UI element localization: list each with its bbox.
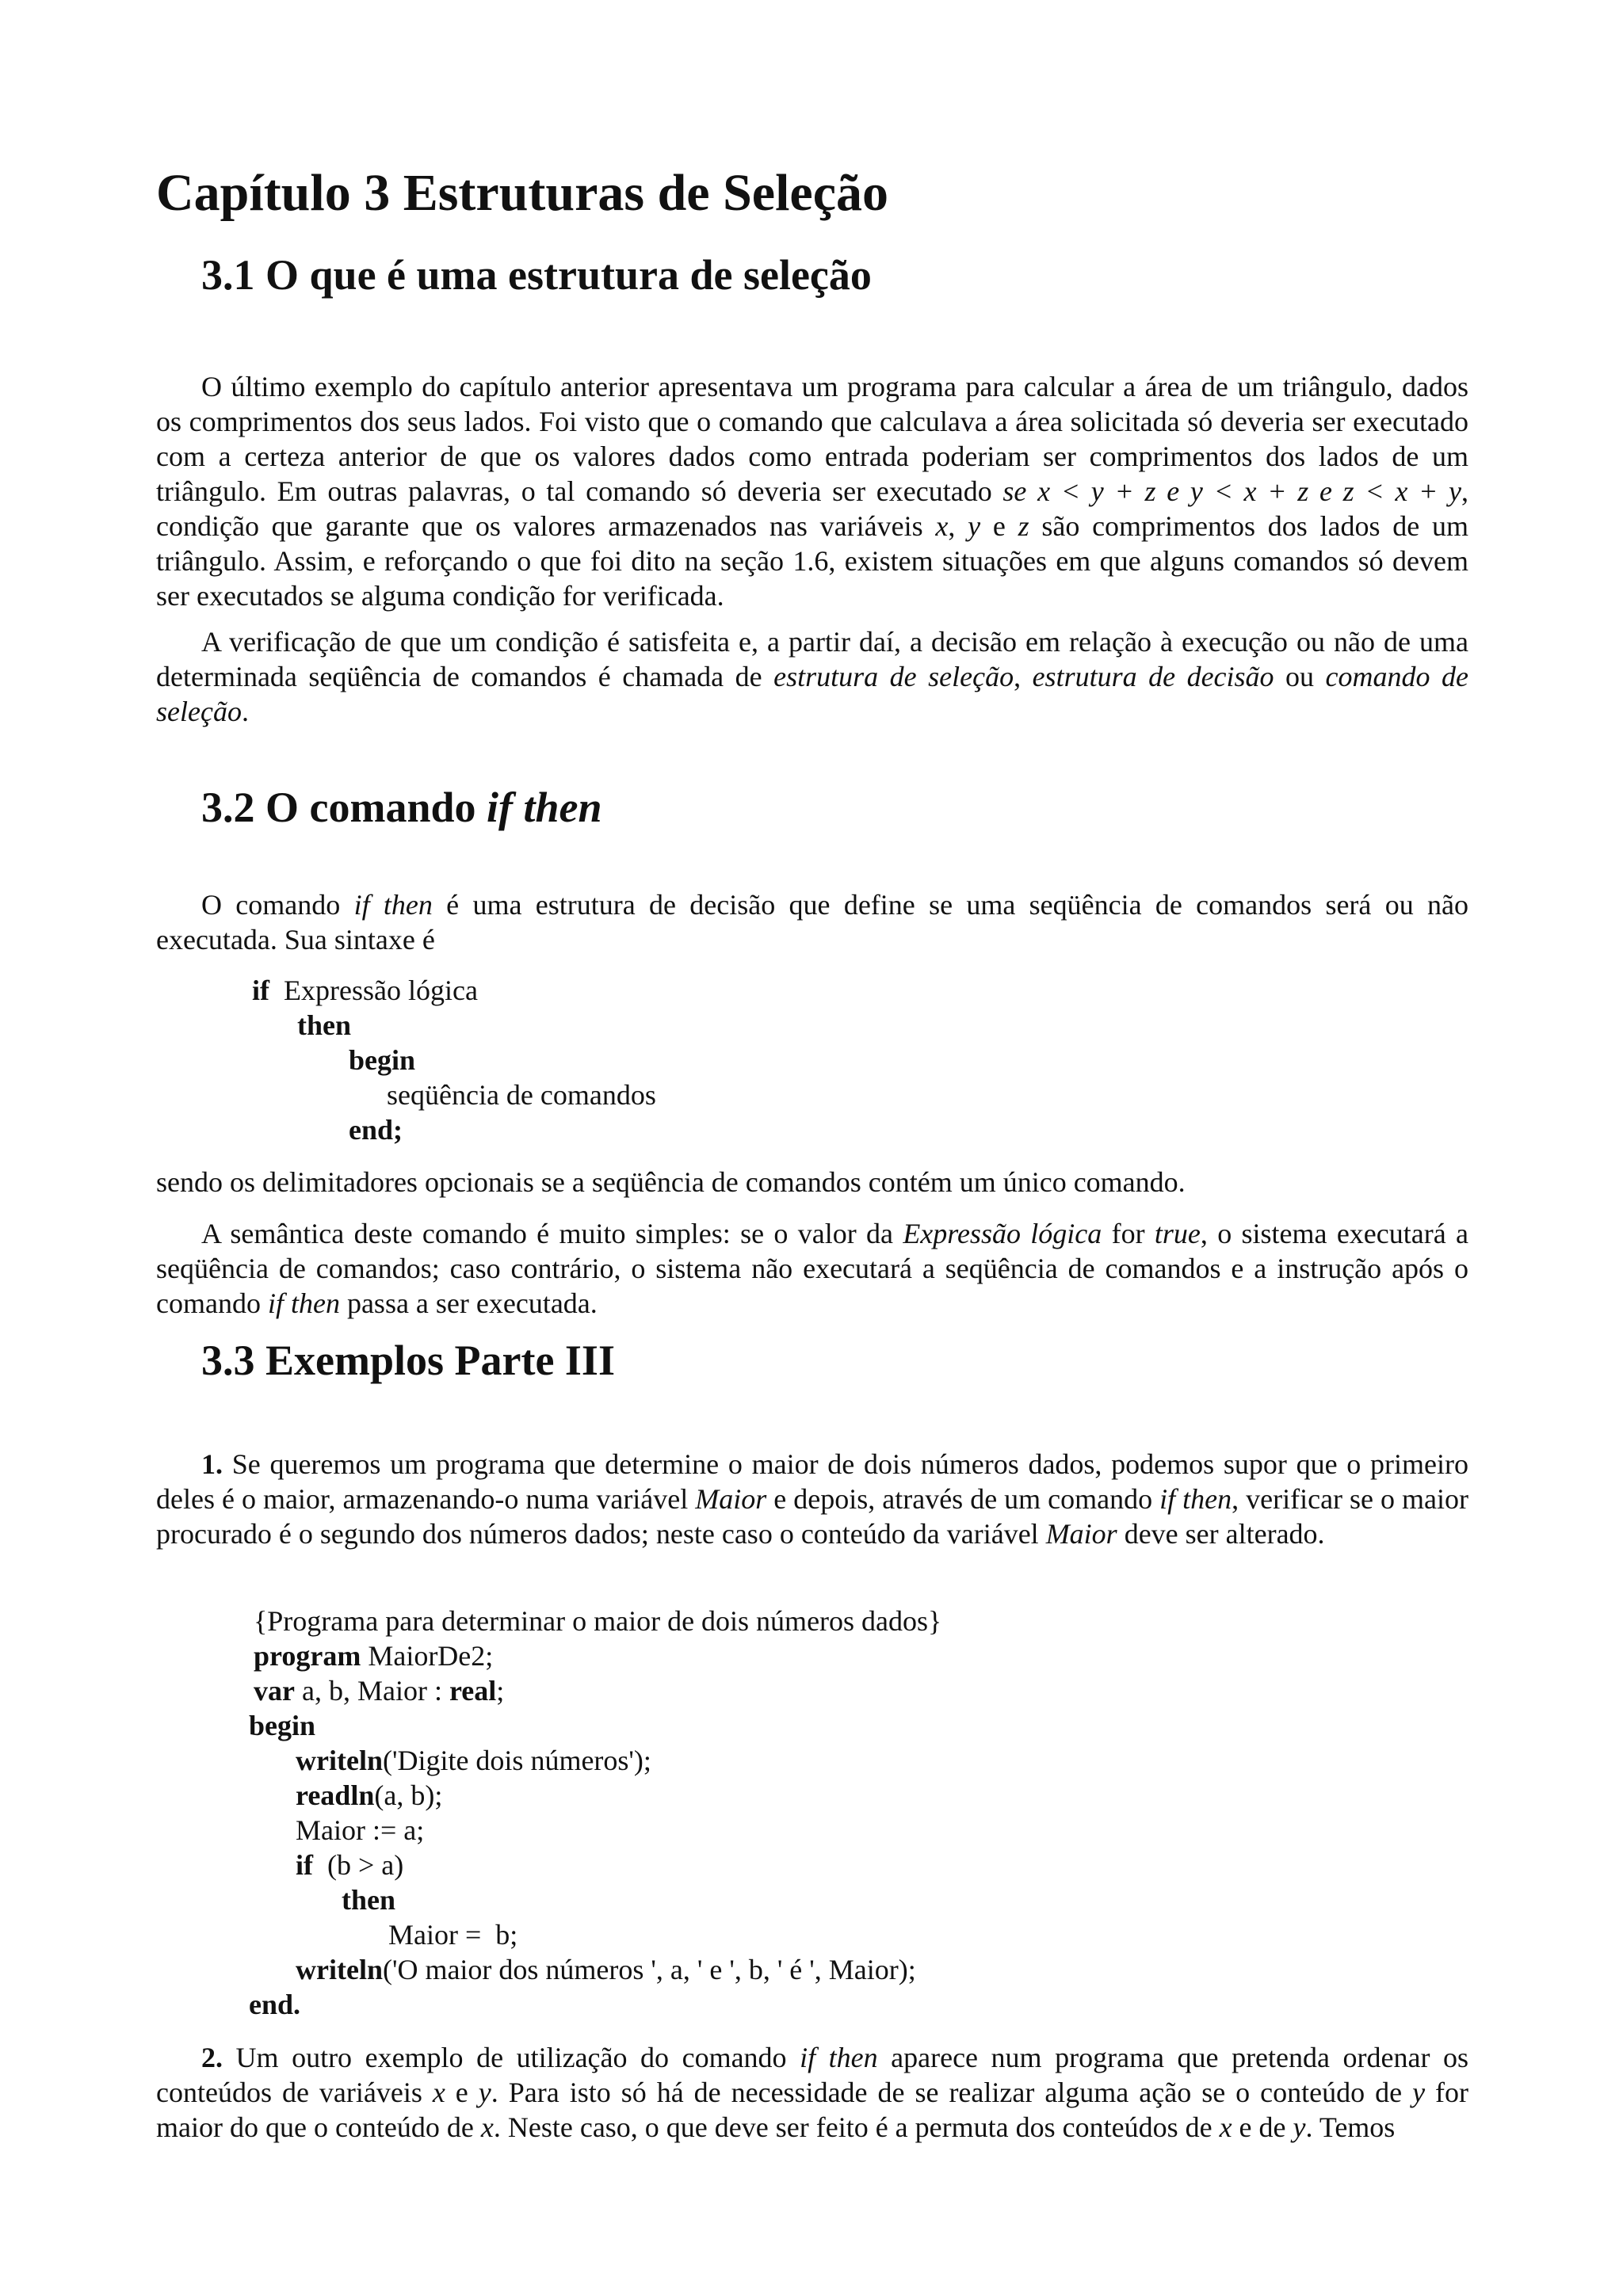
code-line-writeln-1: writeln('Digite dois números'); xyxy=(296,1745,651,1776)
code-line-begin: begin xyxy=(249,1710,316,1741)
code-block-maiorde2 xyxy=(156,1604,1468,2022)
paragraph-intro: O último exemplo do capítulo anterior apresentava um programa para calcular a área de um triângulo, dados os comprimentos dos seus lados. Foi visto que o comando que calculava a área solicitada só deveria ser executado com a certeza anterior de que os valores dados como entrada poderiam ser comprimentos dos lados de um triângulo. Em outras palavras, o tal comando só deveria ser executado se x < y + z e y < x + z e z < x + y, condição que garante que os valores armazenados nas variáveis x, y e z são comprimentos dos lados de um triângulo. Assim, e reforçando o que foi dito na seção 1.6, existem situações em que alguns comandos só devem ser executados se alguma condição for verificada. xyxy=(156,371,1469,612)
code-line-writeln-2: writeln('O maior dos números ', a, ' e ', b, ' é ', Maior); xyxy=(296,1954,916,1985)
chapter-title: Capítulo 3 Estruturas de Seleção xyxy=(156,164,888,222)
code-line-if: if (b > a) xyxy=(296,1849,404,1881)
syntax-line-end: end; xyxy=(349,1114,403,1146)
syntax-line-sequence: seqüência de comandos xyxy=(387,1079,656,1111)
code-line-then: then xyxy=(342,1884,396,1916)
syntax-line-begin: begin xyxy=(349,1044,416,1076)
code-line-var: var a, b, Maior : real; xyxy=(254,1675,505,1707)
code-comment: {Programa para determinar o maior de dois números dados} xyxy=(254,1605,942,1637)
section-title-3-2: 3.2 O comando if then xyxy=(201,784,602,831)
paragraph-semantics: A semântica deste comando é muito simples: se o valor da Expressão lógica for true, o sistema executará a seqüência de comandos; caso contrário, o sistema não executará a seqüência de comandos e a instrução após o comando if then passa a ser executada. xyxy=(156,1218,1469,1319)
syntax-block xyxy=(156,973,1468,1147)
section-title-3-1: 3.1 O que é uma estrutura de seleção xyxy=(201,251,872,299)
syntax-line-then: then xyxy=(297,1009,352,1041)
code-line-end: end. xyxy=(249,1989,301,2020)
paragraph-example-1: 1. Se queremos um programa que determine o maior de dois números dados, podemos supor que o primeiro deles é o maior, armazenando-o numa variável Maior e depois, através de um comando if then, verificar se o maior procurado é o segundo dos números dados; neste caso o conteúdo da variável Maior deve ser alterado. xyxy=(156,1448,1469,1550)
code-line-assign-2: Maior = b; xyxy=(388,1919,518,1951)
code-line-assign: Maior := a; xyxy=(296,1814,425,1846)
section-title-3-3: 3.3 Exemplos Parte III xyxy=(201,1337,615,1384)
code-line-readln: readln(a, b); xyxy=(296,1779,443,1811)
paragraph-example-2: 2. Um outro exemplo de utilização do comando if then aparece num programa que pretenda ordenar os conteúdos de variáveis x e y. Para isto só há de necessidade de se realizar alguma ação se o conteúdo de y for maior do que o conteúdo de x. Neste caso, o que deve ser feito é a permuta dos conteúdos de x e de y. Temos xyxy=(156,2042,1469,2143)
paragraph-definition: A verificação de que um condição é satisfeita e, a partir daí, a decisão em relação à execução ou não de uma determinada seqüência de comandos é chamada de estrutura de seleção, estrutura de decisão ou comando de seleção. xyxy=(156,626,1468,727)
paragraph-if-then-intro: O comando if then é uma estrutura de decisão que define se uma seqüência de comandos será ou não executada. Sua sintaxe é xyxy=(156,889,1468,955)
syntax-line-if: if Expressão lógica xyxy=(252,974,478,1006)
paragraph-delimiters: sendo os delimitadores opcionais se a seqüência de comandos contém um único comando. xyxy=(156,1166,1186,1198)
code-line-program: program MaiorDe2; xyxy=(254,1640,494,1672)
